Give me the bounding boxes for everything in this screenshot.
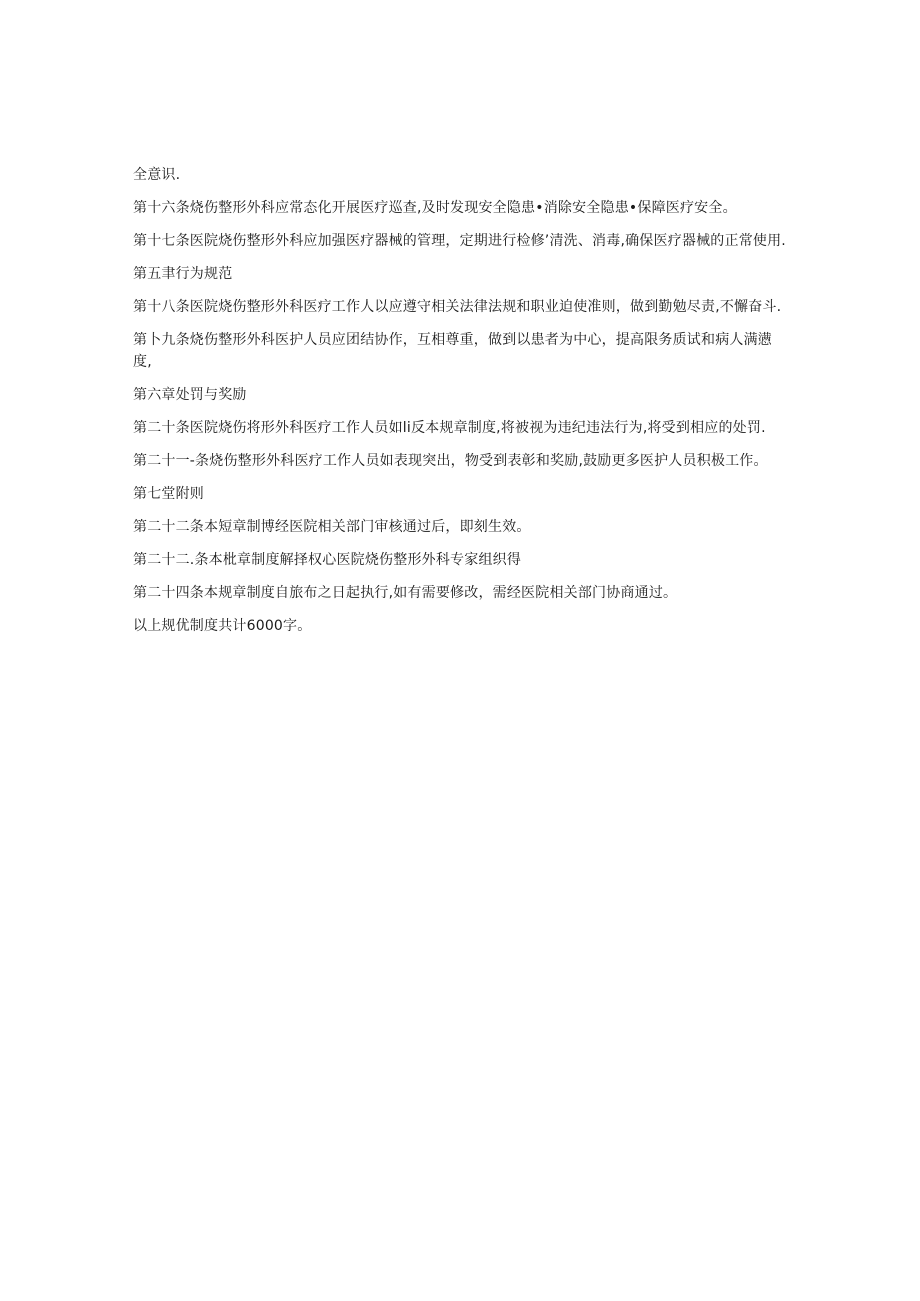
article-24-paragraph: 第二十四条本规章制度自旅布之日起执行,如有需要修改，需经医院相关部门协商通过。 [133,585,678,601]
article-16-paragraph: 第十六条烧伤整形外科应常态化开展医疗巡查,及时发现安全隐患•消除安全隐患•保障医疗安全。 [133,200,737,216]
article-22-paragraph: 第二十二条本短章制博经医院相关部门审核通过后，即刻生效。 [133,519,531,535]
article-20-paragraph: 第二十条医院烧伤将形外科医疗工作人员如li反本规章制度,将被视为违纪违法行为,将受到相应的处罚. [133,420,766,436]
article-17-paragraph: 第十七条医院烧伤整形外科应加强医疗器械的管理，定期进行检修’清洗、消毒,确保医疗器械的正常使用. [133,233,786,249]
text-paragraph-continuation: 全意识. [133,167,181,183]
article-19-paragraph: 第卜九条烧伤整形外科医护人员应团结协作，互相尊重，做到以患者为中心，提高限务质试和病人满懑度, [133,332,772,370]
chapter-6-heading: 第六章处罚与奖励 [133,387,247,403]
closing-note: 以上规优制度共计6000字。 [133,618,312,634]
chapter-5-heading: 第五聿行为规范 [133,266,233,282]
article-18-paragraph: 第十八条医院烧伤整形外科医疗工作人以应遵守相关法律法规和职业迫使准则，做到勤勉尽责,不懈奋斗. [133,299,782,315]
article-23-paragraph: 第二十二.条本枇章制度解择权心医院烧伤整形外科专家组织得 [133,552,522,568]
document-body [133,164,788,648]
chapter-7-heading: 第七堂附则 [133,486,204,502]
article-21-paragraph: 第二十一-条烧伤整形外科医疗工作人员如表现突出，物受到表彰和奖励,鼓励更多医护人员积极工作。 [133,453,768,469]
